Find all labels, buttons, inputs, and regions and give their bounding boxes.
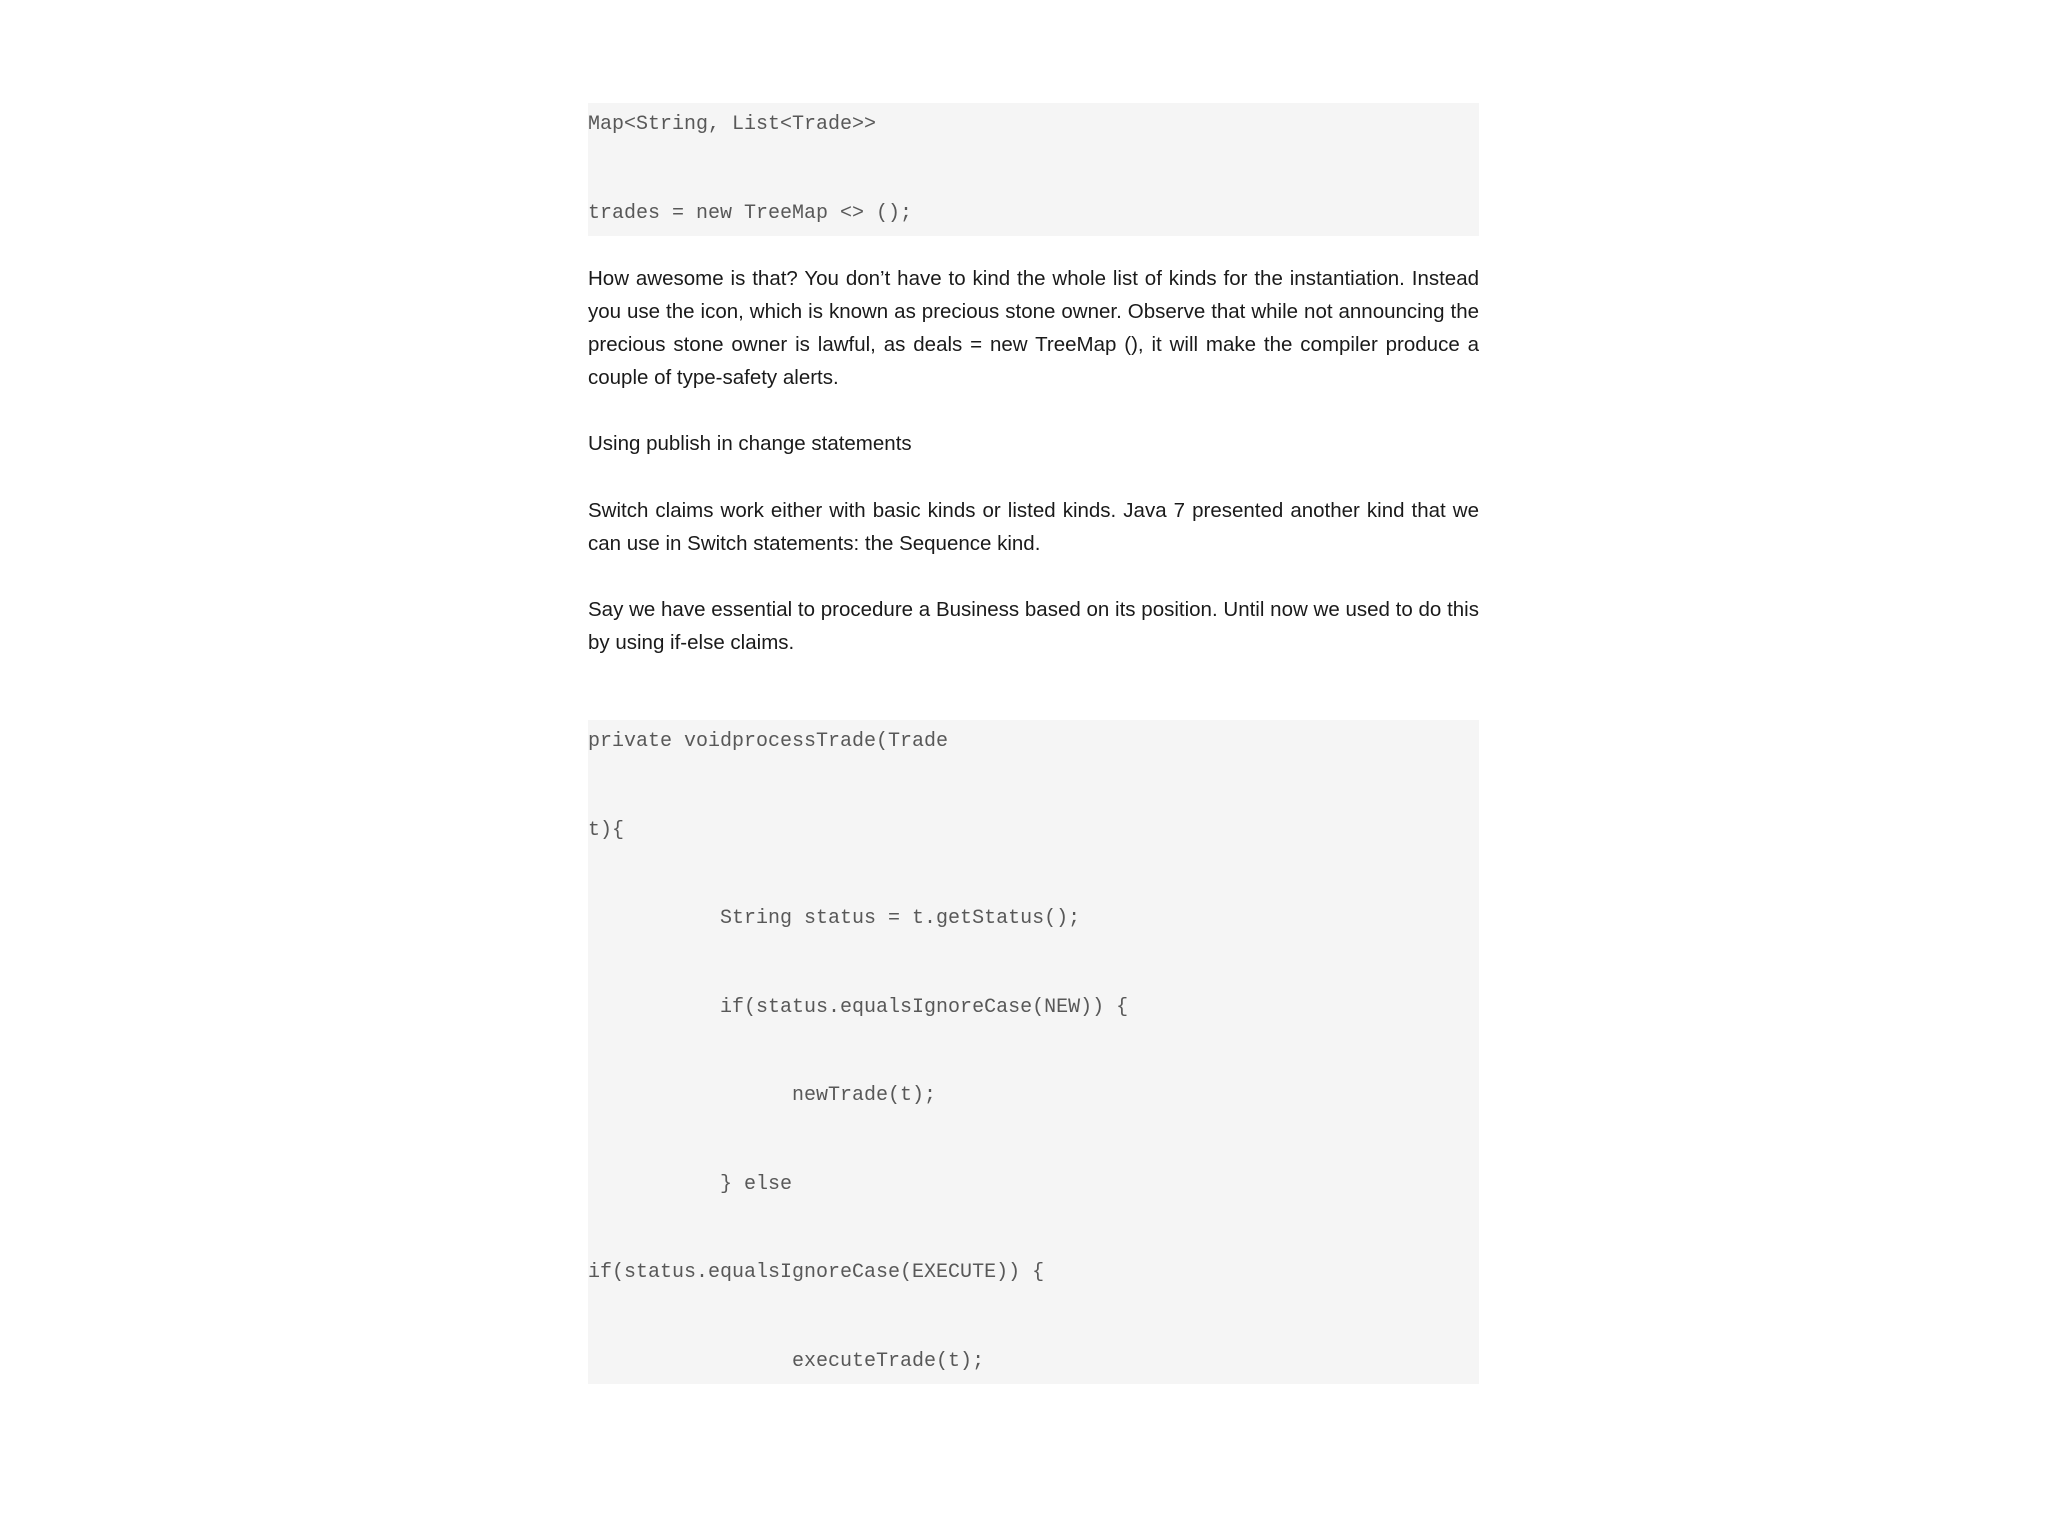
code-line: if(status.equalsIgnoreCase(NEW)) { xyxy=(588,995,1129,1019)
code-block-process-trade xyxy=(588,720,1479,1384)
code-block-treemap xyxy=(588,103,1479,236)
code-line: if(status.equalsIgnoreCase(EXECUTE)) { xyxy=(588,1261,1045,1285)
paragraph-switch-intro: Switch claims work either with basic kinds or listed kinds. Java 7 presented another kind that we can use in Switch statements: the Sequence kind. xyxy=(588,498,1479,555)
paragraph-if-else-intro: Say we have essential to procedure a Business based on its position. Until now we used to do this by using if-else claims. xyxy=(588,597,1479,655)
code-line: t){ xyxy=(588,818,625,842)
code-line: } else xyxy=(588,1172,793,1196)
paragraph-diamond-operator: How awesome is that? You don’t have to kind the whole list of kinds for the instantiation. Instead you use the icon, which is known as precious stone owner. Observe that while not announcing the precious stone owner is lawful, as deals = new TreeMap (), it will make the compiler produce a couple of type-safety alerts. xyxy=(588,266,1479,390)
code-line: String status = t.getStatus(); xyxy=(588,907,1081,931)
article-column xyxy=(588,103,1479,1384)
code-line: private voidprocessTrade(Trade xyxy=(588,730,949,754)
code-line: executeTrade(t); xyxy=(588,1349,985,1373)
code-line: newTrade(t); xyxy=(588,1084,937,1108)
section-heading-switch-strings: Using publish in change statements xyxy=(588,432,912,456)
code-line: trades = new TreeMap <> (); xyxy=(588,201,913,225)
code-line: Map<String, List<Trade>> xyxy=(588,113,877,136)
